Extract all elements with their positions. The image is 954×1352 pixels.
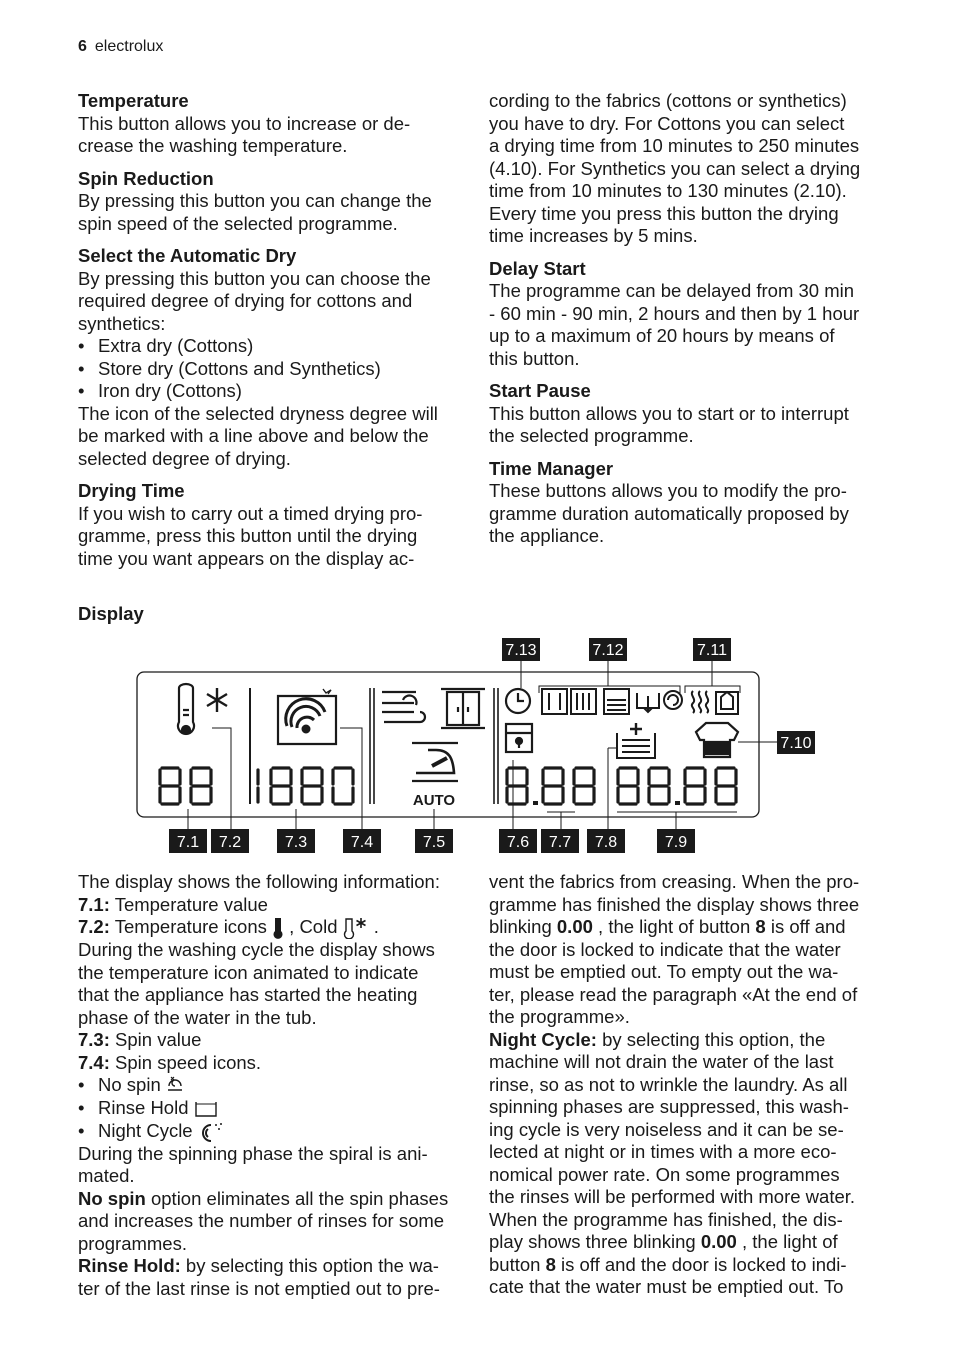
bold-value: 0.00 <box>556 916 593 937</box>
callout-712 <box>589 638 627 661</box>
list-item: • Iron dry (Cottons) <box>78 380 468 403</box>
night-text-12: cate that the water must be emptied out. To <box>489 1276 844 1297</box>
automatic-dry-text-1: By pressing this button you can choose the <box>78 267 431 289</box>
display-intro: The display shows the following information: <box>78 871 440 892</box>
callout-77 <box>541 829 579 853</box>
automatic-dry-text-2: required degree of drying for cottons and <box>78 290 413 311</box>
night-text-4: spinning phases are suppressed, this wash- <box>489 1096 849 1117</box>
callout-74 <box>343 829 381 853</box>
night-text-5: ing cycle is very noiseless and it can be se- <box>489 1118 844 1140</box>
page-header <box>78 38 163 56</box>
night-text-9: When the programme has finished, the dis- <box>489 1208 843 1230</box>
callout-label: 7.3 <box>284 834 308 851</box>
drying-time-text-3: time you want appears on the display ac- <box>78 547 415 569</box>
start-pause-heading: Start Pause <box>489 380 591 401</box>
night-text-2: machine will not drain the water of the last <box>489 1051 834 1072</box>
start-pause-text-2: the selected programme. <box>489 425 694 446</box>
term: No spin <box>78 1187 146 1209</box>
rinsehold-cont-4: the door is locked to indicate that the water <box>489 938 841 960</box>
drying-cont-5: time from 10 minutes to 130 minutes (2.10). <box>489 180 847 201</box>
spin-reduction-heading: Spin Reduction <box>78 167 214 189</box>
nospin-text-3: programmes. <box>78 1232 187 1254</box>
time-manager-text-3: the appliance. <box>489 525 605 546</box>
automatic-dry-after-3: selected degree of drying. <box>78 447 291 469</box>
dryness-list <box>78 335 468 403</box>
item-key: 7.3: <box>78 1029 110 1051</box>
temperature-heading: Temperature <box>78 90 189 111</box>
callout-711 <box>693 638 731 661</box>
text: by selecting this option the wa- <box>180 1255 439 1277</box>
item-text: Temperature icons <box>109 916 267 937</box>
automatic-dry-after-1: The icon of the selected dryness degree will <box>78 402 438 424</box>
drying-time-text-1: If you wish to carry out a timed drying pro- <box>78 502 423 524</box>
delay-start-text-4: this button. <box>489 347 580 369</box>
rinsehold-text-2: ter of the last rinse is not emptied out to pre- <box>78 1277 440 1299</box>
item-text: , Cold <box>284 916 338 937</box>
text: button <box>489 1253 546 1275</box>
night-cycle-icon <box>198 1121 224 1143</box>
time-manager-text-1: These buttons allows you to modify the pro- <box>489 480 847 501</box>
callout-label: 7.4 <box>350 834 374 851</box>
right-column-top <box>489 90 879 548</box>
callout-label: 7.11 <box>697 642 727 659</box>
delay-start-text-2: - 60 min - 90 min, 2 hours and then by 1 hour <box>489 302 860 324</box>
item-7-4 <box>78 1052 468 1075</box>
callout-label: 7.13 <box>505 642 537 659</box>
time-manager-text-2: gramme duration automatically proposed by <box>489 502 849 524</box>
item-key: 7.1: <box>78 893 110 915</box>
drying-time-heading: Drying Time <box>78 480 185 501</box>
rinsehold-cont-6: ter, please read the paragraph «At the end of <box>489 983 858 1005</box>
bold-value: 0.00 <box>700 1231 737 1252</box>
item-7-1 <box>78 894 468 917</box>
start-pause-text-1: This button allows you to start or to interrupt <box>489 402 849 424</box>
list-item-label: Night Cycle <box>98 1119 193 1141</box>
callout-label: 7.2 <box>218 834 242 851</box>
nospin-text-2: and increases the number of rinses for some <box>78 1210 445 1232</box>
rinsehold-cont-1: vent the fabrics from creasing. When the pro- <box>489 871 860 892</box>
callout-label: 7.6 <box>506 834 530 851</box>
list-item-label: Rinse Hold <box>98 1097 189 1119</box>
drying-cont-2: you have to dry. For Cottons you can select <box>489 112 845 134</box>
callout-72 <box>211 829 249 853</box>
callout-label: 7.10 <box>780 735 812 752</box>
page-number: 6 <box>78 38 87 55</box>
temperature-text-2: crease the washing temperature. <box>78 135 348 156</box>
night-text-3: rinse, so as not to wrinkle the laundry. As all <box>489 1073 848 1095</box>
anim-text-2: the temperature icon animated to indicate <box>78 961 419 983</box>
drying-cont-3: a drying time from 10 minutes to 250 minutes <box>489 135 860 156</box>
term: Night Cycle: <box>489 1028 597 1050</box>
callout-71 <box>169 829 207 853</box>
item-7-2 <box>78 916 468 939</box>
text: is off and <box>765 916 846 937</box>
night-text-7: nomical power rate. On some programmes <box>489 1163 840 1185</box>
list-item: • Store dry (Cottons and Synthetics) <box>78 358 468 381</box>
list-item <box>78 1097 468 1120</box>
delay-start-text-1: The programme can be delayed from 30 min <box>489 280 855 301</box>
item-text: . <box>368 916 379 937</box>
callout-label: 7.7 <box>548 834 572 851</box>
night-text-1 <box>489 1029 879 1052</box>
thermometer-icon <box>272 917 284 939</box>
no-spin-icon <box>166 1075 184 1097</box>
text: is off and the door is locked to indi- <box>555 1253 847 1275</box>
left-column-top <box>78 90 468 570</box>
item-key: 7.2: <box>78 916 110 937</box>
list-item <box>78 1120 468 1143</box>
drying-time-text-2: gramme, press this button until the drying <box>78 525 418 546</box>
rinsehold-text-1 <box>78 1255 468 1278</box>
display-diagram <box>130 636 830 861</box>
list-item: • Extra dry (Cottons) <box>78 335 468 358</box>
drying-cont-6: Every time you press this button the drying <box>489 202 839 224</box>
drying-cont-7: time increases by 5 mins. <box>489 225 698 246</box>
callout-label: 7.8 <box>594 834 618 851</box>
callout-710 <box>777 731 815 754</box>
callout-75 <box>415 829 453 853</box>
text: blinking <box>489 916 557 937</box>
display-heading: Display <box>78 603 144 624</box>
rinse-hold-icon <box>194 1099 218 1119</box>
list-item <box>78 1074 468 1097</box>
item-text: Temperature value <box>109 893 268 915</box>
anim-text-1: During the washing cycle the display shows <box>78 939 435 961</box>
night-text-6: lected at night or in times with a more eco- <box>489 1141 837 1162</box>
item-key: 7.4: <box>78 1051 110 1073</box>
bold-value: 8 <box>545 1253 556 1275</box>
rinsehold-cont-2: gramme has finished the display shows three <box>489 893 860 915</box>
spiral-text-1: During the spinning phase the spiral is ani- <box>78 1142 428 1164</box>
spin-reduction-text-2: spin speed of the selected programme. <box>78 212 398 234</box>
text: by selecting this option, the <box>596 1028 826 1050</box>
store-dry-icon <box>441 689 485 728</box>
spin-reduction-text-1: By pressing this button you can change the <box>78 190 432 211</box>
callout-label: 7.1 <box>176 834 200 851</box>
brand-name: electrolux <box>94 38 164 55</box>
text: option eliminates all the spin phases <box>145 1187 449 1209</box>
text: , the light of <box>736 1231 838 1252</box>
rinsehold-cont-3 <box>489 916 879 939</box>
right-column-bottom <box>489 871 879 1299</box>
auto-label: AUTO <box>412 792 456 809</box>
anim-text-3: that the appliance has started the heating <box>78 984 418 1006</box>
item-text: Spin value <box>109 1029 202 1051</box>
automatic-dry-after-2: be marked with a line above and below the <box>78 425 429 446</box>
callout-713 <box>502 638 540 661</box>
automatic-dry-text-3: synthetics: <box>78 312 166 334</box>
rinsehold-cont-7: the programme». <box>489 1006 630 1027</box>
drying-cont-1: cording to the fabrics (cottons or synthetics) <box>489 90 847 111</box>
spin-options-list <box>78 1074 468 1143</box>
time-manager-heading: Time Manager <box>489 457 614 479</box>
anim-text-4: phase of the water in the tub. <box>78 1006 317 1028</box>
delay-start-text-3: up to a maximum of 20 hours by means of <box>489 325 835 346</box>
item-7-3 <box>78 1029 468 1052</box>
callout-73 <box>277 829 315 853</box>
automatic-dry-heading: Select the Automatic Dry <box>78 245 297 266</box>
callout-label: 7.5 <box>422 834 446 851</box>
night-text-11 <box>489 1254 879 1277</box>
callout-79 <box>657 829 695 853</box>
text: , the light of button <box>592 916 756 937</box>
night-text-8: the rinses will be performed with more water. <box>489 1186 856 1207</box>
text: play shows three blinking <box>489 1231 701 1252</box>
night-text-10 <box>489 1231 879 1254</box>
left-column-bottom <box>78 871 468 1300</box>
drying-cont-4: (4.10). For Synthetics you can select a drying <box>489 157 861 179</box>
callout-label: 7.12 <box>592 642 624 659</box>
bold-value: 8 <box>755 916 766 937</box>
list-item-label: No spin <box>98 1074 161 1096</box>
cold-thermometer-icon <box>343 917 369 939</box>
callout-78 <box>587 829 625 853</box>
callout-label: 7.9 <box>664 834 688 851</box>
rinsehold-cont-5: must be emptied out. To empty out the wa- <box>489 961 839 982</box>
spiral-text-2: mated. <box>78 1165 135 1187</box>
callout-76 <box>499 829 537 853</box>
item-text: Spin speed icons. <box>109 1051 262 1073</box>
delay-start-heading: Delay Start <box>489 257 586 279</box>
term: Rinse Hold: <box>78 1255 181 1277</box>
temperature-text-1: This button allows you to increase or de- <box>78 112 411 134</box>
nospin-text-1 <box>78 1188 468 1211</box>
